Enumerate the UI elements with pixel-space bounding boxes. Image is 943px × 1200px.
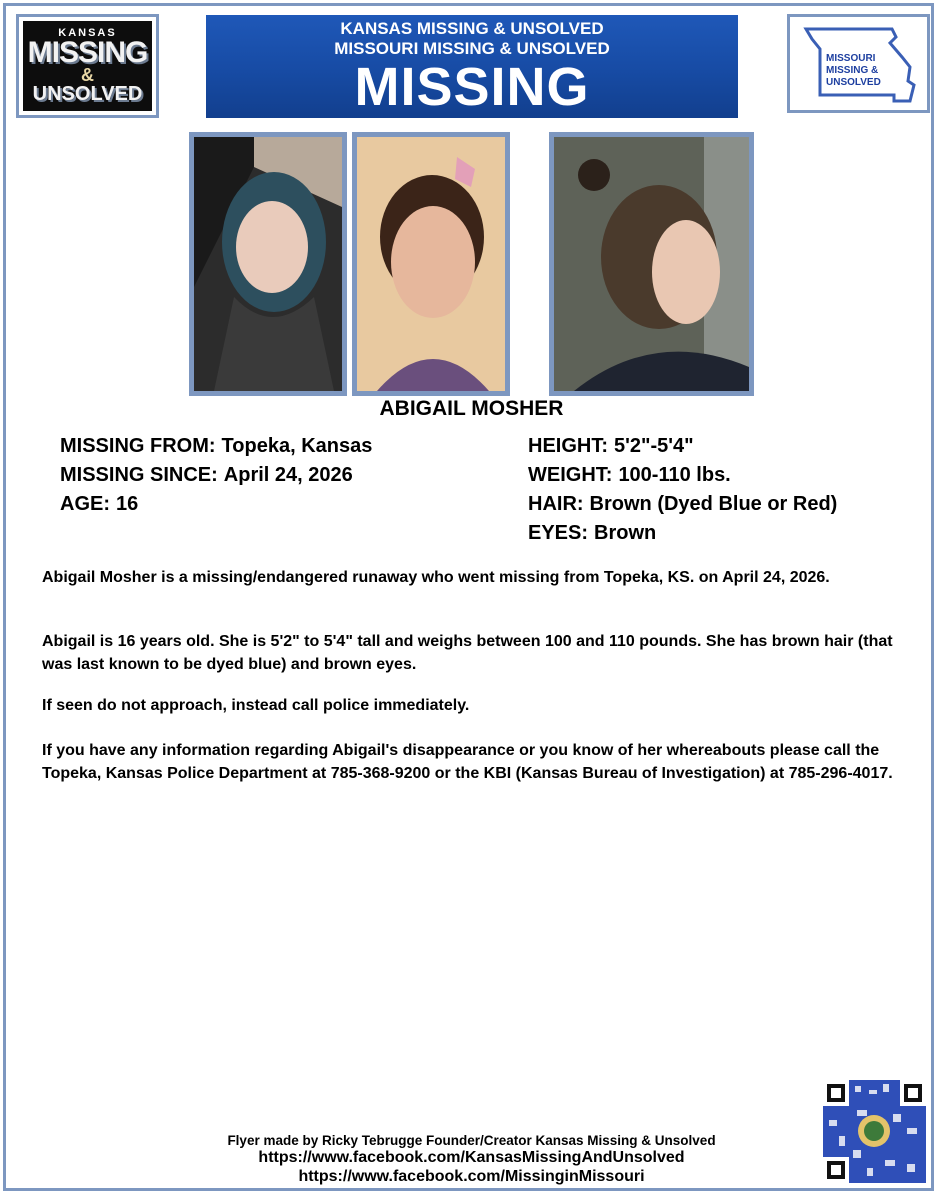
age-value: 16	[116, 493, 139, 515]
paragraph-warning: If seen do not approach, instead call police immediately.	[42, 697, 470, 714]
missing-since-value: April 24, 2026	[223, 464, 353, 486]
photo-1	[189, 132, 347, 396]
photo-2	[352, 132, 510, 396]
eyes-row	[528, 522, 656, 545]
missouri-logo-line2: MISSING &	[826, 65, 879, 76]
facebook-link-missouri[interactable]: https://www.facebook.com/MissinginMissouri	[298, 1168, 645, 1185]
logo-kansas-text: KANSAS	[58, 27, 117, 39]
missing-since-row	[60, 464, 353, 487]
eyes-label: EYES:	[528, 522, 589, 544]
missing-since-label: MISSING SINCE:	[60, 464, 218, 486]
missing-from-value: Topeka, Kansas	[221, 435, 373, 457]
banner-missing-title: MISSING	[354, 57, 590, 117]
weight-label: WEIGHT:	[528, 464, 613, 486]
missing-from-row	[60, 435, 372, 458]
height-row	[528, 435, 694, 458]
age-row	[60, 493, 138, 516]
hair-row	[528, 493, 837, 516]
height-value: 5'2"-5'4"	[614, 435, 694, 457]
hair-value: Brown (Dyed Blue or Red)	[589, 493, 838, 515]
person-name: ABIGAIL MOSHER	[379, 397, 564, 420]
weight-value: 100-110 lbs.	[618, 464, 731, 486]
logo-unsolved-text: UNSOLVED	[32, 83, 143, 105]
missouri-logo-line1: MISSOURI	[826, 53, 876, 64]
weight-row	[528, 464, 731, 487]
photo-3	[549, 132, 754, 396]
hair-label: HAIR:	[528, 493, 584, 515]
banner-line-kansas: KANSAS MISSING & UNSOLVED	[340, 19, 604, 38]
missing-banner	[206, 15, 738, 118]
paragraph-description: Abigail is 16 years old. She is 5'2" to 5'4" tall and weighs between 100 and 110 pounds. She has brown hair (that was last known to be dyed blue) and brown eyes.	[42, 633, 893, 673]
height-label: HEIGHT:	[528, 435, 608, 457]
logo-amp-text: &	[81, 65, 94, 85]
kansas-missing-unsolved-logo	[16, 14, 159, 118]
missouri-logo-text	[826, 53, 881, 89]
missouri-logo-line3: UNSOLVED	[826, 77, 881, 88]
logo-missing-text: MISSING	[27, 36, 148, 69]
missouri-missing-unsolved-logo	[787, 14, 930, 113]
facebook-link-kansas[interactable]: https://www.facebook.com/KansasMissingAndUnsolved	[258, 1149, 685, 1166]
age-label: AGE:	[60, 493, 110, 515]
paragraph-summary: Abigail Mosher is a missing/endangered runaway who went missing from Topeka, KS. on April 24, 2026.	[42, 569, 830, 586]
eyes-value: Brown	[594, 522, 657, 544]
paragraph-contact: If you have any information regarding Abigail's disappearance or you know of her whereabouts please call the Topeka, Kansas Police Department at 785-368-9200 or the KBI (Kansas Bureau of Investigation) at 785-296-4017.	[42, 742, 893, 782]
flyer-credit: Flyer made by Ricky Tebrugge Founder/Creator Kansas Missing & Unsolved	[227, 1133, 716, 1148]
missing-from-label: MISSING FROM:	[60, 435, 216, 457]
qr-code[interactable]	[823, 1080, 926, 1183]
banner-line-missouri: MISSOURI MISSING & UNSOLVED	[334, 39, 610, 58]
